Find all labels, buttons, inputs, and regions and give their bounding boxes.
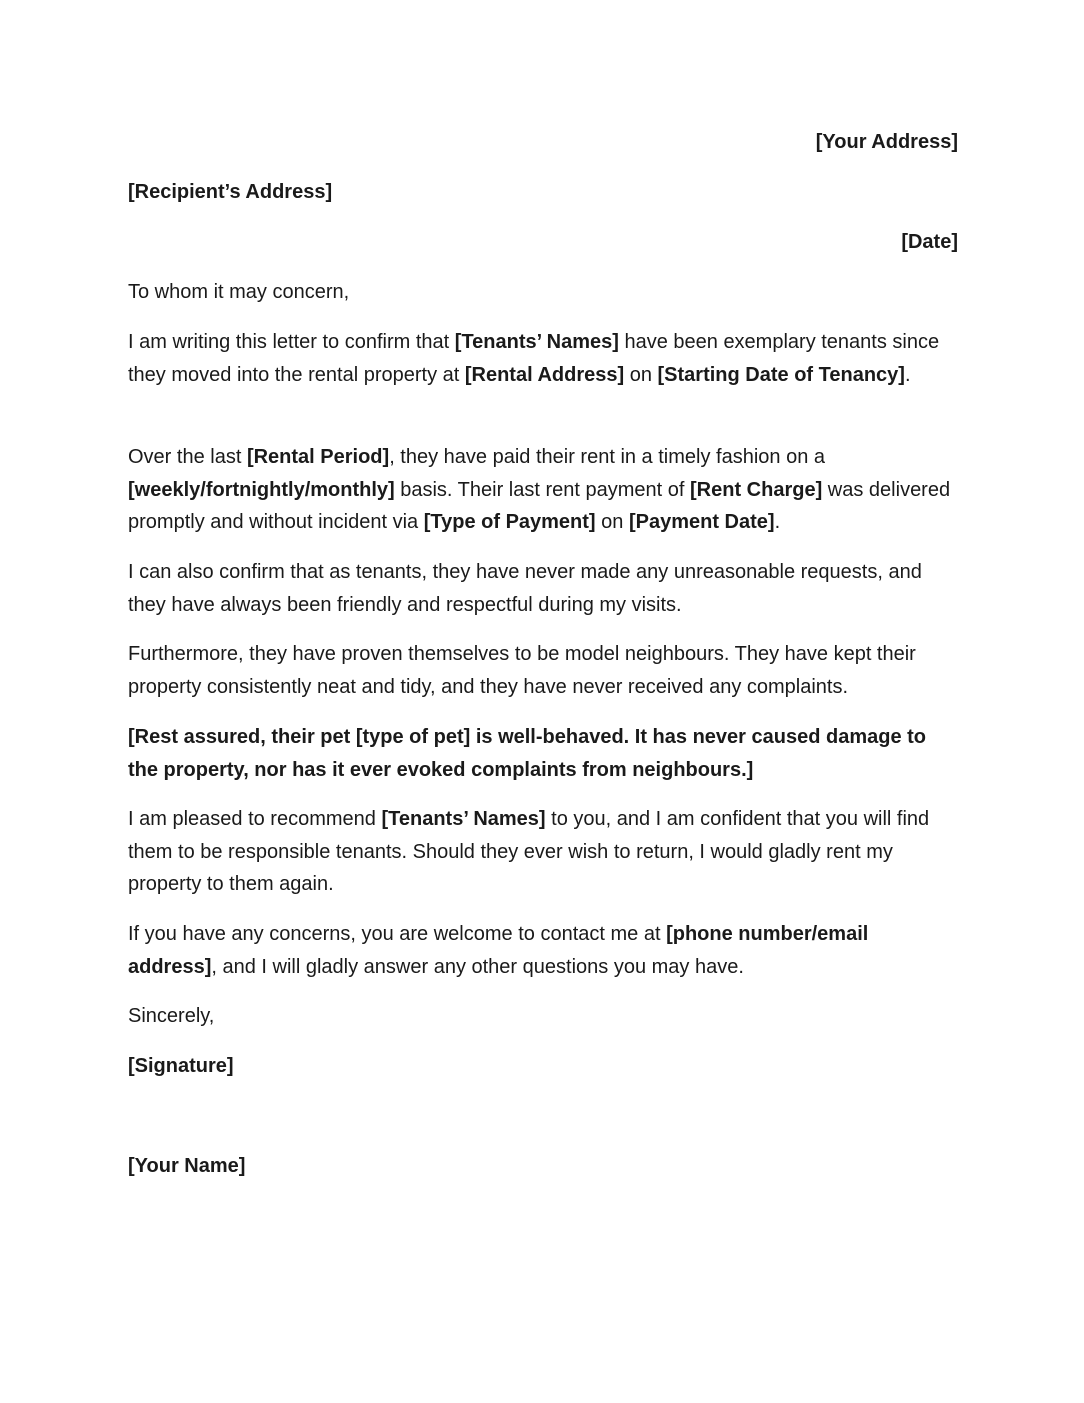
paragraph-neighbours: Furthermore, they have proven themselves to be model neighbours. They have kept their property consistently neat and tidy, and they have never received any complaints. bbox=[128, 643, 916, 698]
paragraph-pet: [Rest assured, their pet [type of pet] is well-behaved. It has never caused damage to the property, nor has it ever evoked complaints from neighbours.] bbox=[128, 726, 926, 781]
paragraph-payments: Over the last [Rental Period], they have paid their rent in a timely fashion on a [weekly/fortnightly/monthly] basis. Their last rent payment of [Rent Charge] was delivered promptly and without incident via [Type of Payment] on [Payment Date]. bbox=[128, 446, 951, 533]
letter-date: [Date] bbox=[901, 231, 958, 253]
paragraph-contact: If you have any concerns, you are welcome to contact me at [phone number/email address], and I will gladly answer any other questions you may have. bbox=[128, 923, 869, 978]
recipient-address: [Recipient’s Address] bbox=[128, 181, 333, 203]
signature-placeholder: [Signature] bbox=[128, 1055, 234, 1077]
salutation: To whom it may concern, bbox=[128, 281, 350, 303]
sender-address: [Your Address] bbox=[815, 131, 958, 153]
paragraph-confirmation: I am writing this letter to confirm that [Tenants’ Names] have been exemplary tenants since they moved into the rental property at [Rental Address] on [Starting Date of Tenancy]. bbox=[128, 331, 940, 386]
closing: Sincerely, bbox=[128, 1005, 215, 1027]
sender-name: [Your Name] bbox=[128, 1155, 246, 1177]
paragraph-recommendation: I am pleased to recommend [Tenants’ Names] to you, and I am confident that you will find them to be responsible tenants. Should they ever wish to return, I would gladly rent my property to them again. bbox=[128, 808, 930, 895]
paragraph-conduct: I can also confirm that as tenants, they have never made any unreasonable requests, and they have always been friendly and respectful during my visits. bbox=[128, 561, 922, 616]
